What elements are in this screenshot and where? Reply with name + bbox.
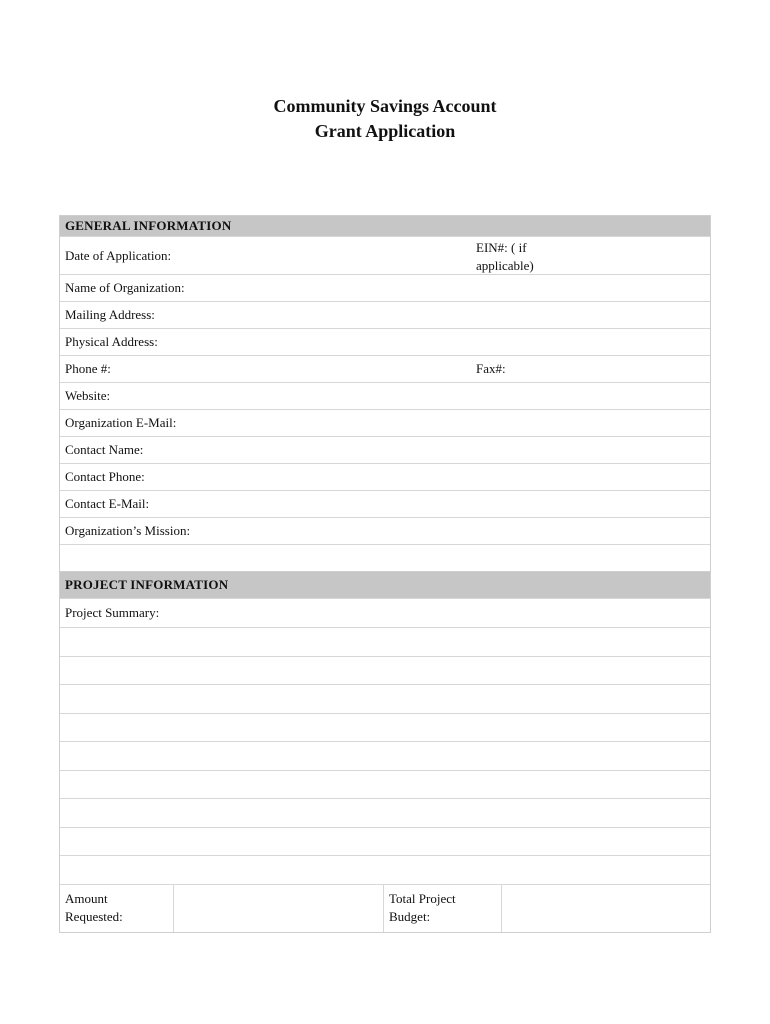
contact-phone-row xyxy=(60,463,710,490)
project-summary-row xyxy=(60,598,710,627)
mission-continuation-row xyxy=(60,544,710,571)
total-budget-label-cell xyxy=(383,885,501,932)
contact-email-row xyxy=(60,490,710,517)
project-summary-line xyxy=(60,770,710,799)
contact-name-label: Contact Name: xyxy=(65,442,144,457)
amount-requested-label-cell xyxy=(60,885,173,932)
mailing-address-field[interactable] xyxy=(60,302,710,328)
physical-address-label: Physical Address: xyxy=(65,334,158,349)
project-summary-line xyxy=(60,855,710,884)
mission-row xyxy=(60,517,710,544)
contact-email-field[interactable] xyxy=(60,491,710,517)
total-budget-field[interactable] xyxy=(501,885,710,932)
project-summary-line-field[interactable] xyxy=(60,856,710,884)
amount-budget-row xyxy=(60,884,710,932)
fax-field[interactable] xyxy=(471,356,710,382)
physical-address-row xyxy=(60,328,710,355)
date-ein-row xyxy=(60,236,710,274)
organization-name-field[interactable] xyxy=(60,275,710,301)
amount-requested-field[interactable] xyxy=(173,885,383,932)
project-summary-line xyxy=(60,627,710,656)
organization-email-field[interactable] xyxy=(60,410,710,436)
organization-name-label: Name of Organization: xyxy=(65,280,185,295)
total-budget-label-line-1: Total Project xyxy=(389,891,456,906)
mission-field[interactable] xyxy=(60,518,710,544)
project-summary-line-field[interactable] xyxy=(60,714,710,742)
amount-requested-label-line-2: Requested: xyxy=(65,909,123,924)
mission-label: Organization’s Mission: xyxy=(65,523,191,538)
contact-phone-field[interactable] xyxy=(60,464,710,490)
project-summary-line xyxy=(60,656,710,685)
mailing-address-label: Mailing Address: xyxy=(65,307,155,322)
project-summary-line-field[interactable] xyxy=(60,657,710,685)
website-label: Website: xyxy=(65,388,111,403)
project-summary-line-field[interactable] xyxy=(60,828,710,856)
ein-label-line-2: applicable) xyxy=(476,258,534,273)
mission-continuation-field[interactable] xyxy=(60,545,710,571)
project-summary-line-field[interactable] xyxy=(60,742,710,770)
project-summary-line-field[interactable] xyxy=(60,771,710,799)
organization-email-label: Organization E-Mail: xyxy=(65,415,177,430)
contact-name-row xyxy=(60,436,710,463)
contact-name-field[interactable] xyxy=(60,437,710,463)
phone-label: Phone #: xyxy=(65,361,111,376)
project-information-header: PROJECT INFORMATION xyxy=(60,572,710,598)
project-information-table xyxy=(59,571,711,933)
project-summary-line xyxy=(60,827,710,856)
phone-fax-row xyxy=(60,355,710,382)
project-summary-line xyxy=(60,798,710,827)
project-summary-line xyxy=(60,741,710,770)
ein-label-line-1: EIN#: ( if xyxy=(476,240,527,255)
date-of-application-field[interactable] xyxy=(60,237,471,274)
contact-email-label: Contact E-Mail: xyxy=(65,496,150,511)
fax-label: Fax#: xyxy=(476,361,506,376)
project-summary-field[interactable] xyxy=(60,599,710,627)
project-summary-line-field[interactable] xyxy=(60,799,710,827)
project-summary-line xyxy=(60,684,710,713)
org-name-row xyxy=(60,274,710,301)
ein-field[interactable] xyxy=(471,237,710,274)
phone-field[interactable] xyxy=(60,356,471,382)
project-summary-label: Project Summary: xyxy=(65,605,160,620)
mailing-address-row xyxy=(60,301,710,328)
project-summary-line xyxy=(60,713,710,742)
project-summary-line-field[interactable] xyxy=(60,628,710,656)
total-budget-label-line-2: Budget: xyxy=(389,909,431,924)
org-email-row xyxy=(60,409,710,436)
physical-address-field[interactable] xyxy=(60,329,710,355)
project-summary-line-field[interactable] xyxy=(60,685,710,713)
title-line-1: Community Savings Account xyxy=(273,96,497,116)
general-information-table xyxy=(59,215,711,572)
website-row xyxy=(60,382,710,409)
general-information-header: GENERAL INFORMATION xyxy=(60,216,710,236)
title-line-2: Grant Application xyxy=(314,121,456,141)
website-field[interactable] xyxy=(60,383,710,409)
page-title xyxy=(0,94,770,144)
amount-requested-label-line-1: Amount xyxy=(65,891,108,906)
date-of-application-label: Date of Application: xyxy=(65,247,172,263)
contact-phone-label: Contact Phone: xyxy=(65,469,145,484)
